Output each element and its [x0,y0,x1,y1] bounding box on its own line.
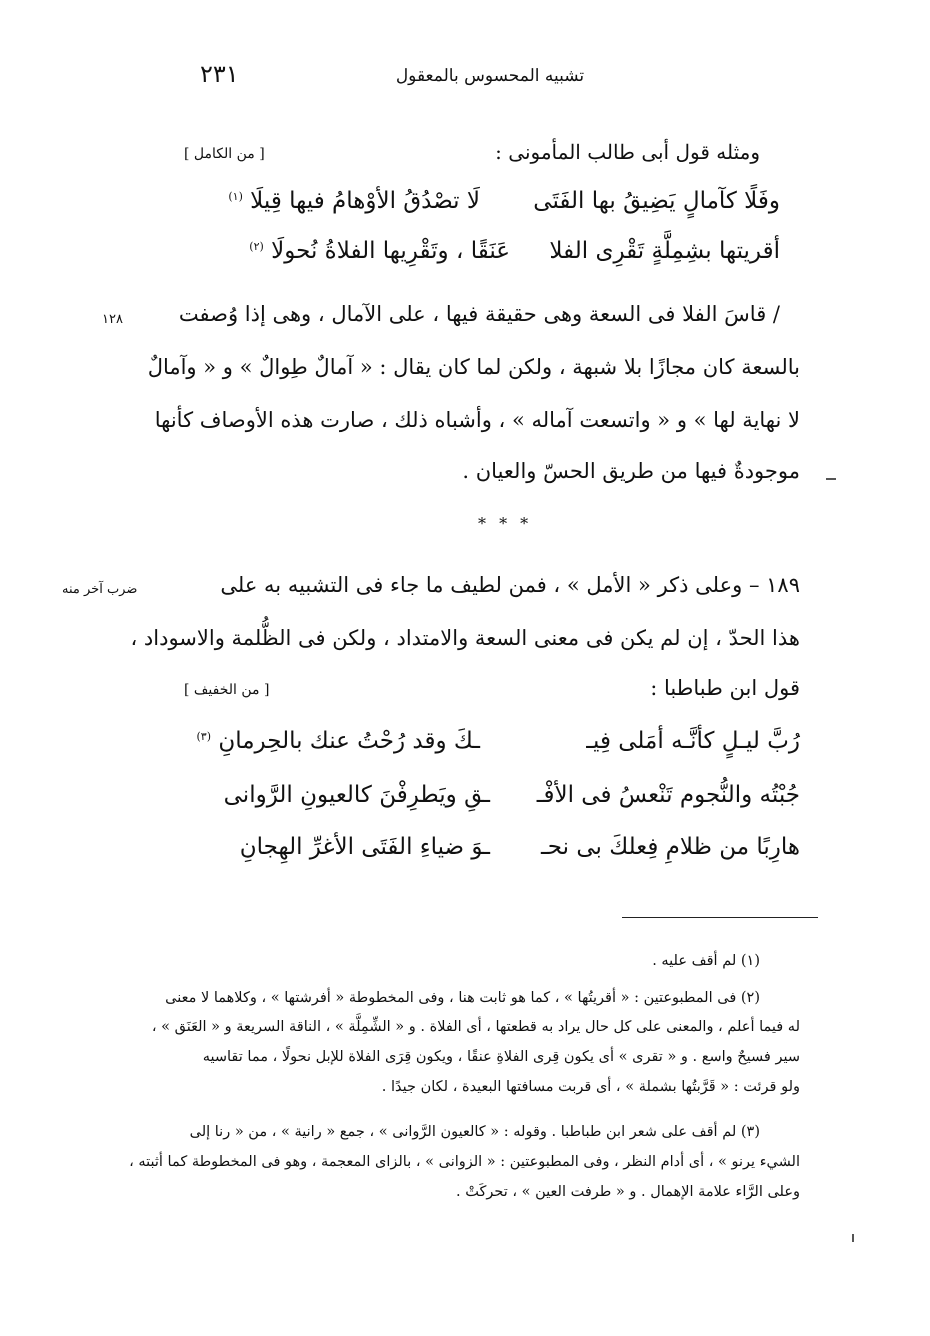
footnote-ref-2: (٢) [249,240,264,253]
paragraph-line-3: لا نهاية لها » و « واتسعت آماله » ، وأشباه ذلك ، صارت هذه الأوصاف كأنها [154,408,800,432]
section2-line-3: قول ابن طباطبا : [650,676,800,700]
verse-1-second-text: لَا تصْدُقُ الأوْهامُ فيها قِيلَا [250,188,480,214]
footnote-2-line-2: له فيما أعلم ، والمعنى على كل حال يراد به قطعتها ، أى الفلاة . و « الشِّمِلَّة » ، الناقة السريعة و « العَنَق » ، [151,1019,800,1035]
verse-4-second-hemistich: ـقِ ويَطرِفْنَ كالعيونِ الرَّوانى [223,782,490,808]
verse-2-second-text: عَنَقًا ، وتَقْرِيها الفلاةُ نُحولَا [271,238,510,264]
verse-2-first-hemistich: أقريتها بشِمِلَّةٍ تَقْرِى الفلا [549,238,780,264]
verse-1-first-hemistich: وفَلًا كآمالٍ يَضِيقُ بها الفَتَى [533,188,780,214]
verse-3-second-text: ـكَ وقد رُحْتُ عنك بالحِرمانِ [218,728,480,754]
verse-2-second-hemistich [249,238,510,264]
scan-mark [826,478,836,480]
poem-intro: ومثله قول أبى طالب المأمونى : [495,140,760,164]
footnote-3-line-3: وعلى الرَّاء علامة الإهمال . و « طرفت العين » ، تحركَتْ . [455,1184,800,1200]
footnote-ref-3: (٣) [196,730,212,743]
paragraph-line-1: / قاسَ الفلا فى السعة وهى حقيقة فيها ، على الآمال ، وهى إذا وُصفت [178,302,780,326]
footnote-2-line-1: (٢) فى المطبوعتين : « أقريتُها » ، كما هو ثابت هنا ، وفى المخطوطة « أفرشتها » ، وكلاهما لا معنى [165,990,760,1006]
footnote-3-line-2: الشيء يرنو » ، أى أدام النظر ، وفى المطبوعتين : « الزوانى » ، بالزاى المعجمة ، وهو فى المخطوطة كما أثبته ، [129,1154,800,1170]
footnote-rule [622,917,818,918]
running-header-title: تشبيه المحسوس بالمعقول [395,66,585,86]
verse-1-second-hemistich [228,188,480,214]
footnote-2-line-4: ولو قرئت : « قَرَّبتُها بشملة » ، أى قربت مسافتها البعيدة ، لكان جيدًا . [381,1079,800,1095]
section2-line-2: هذا الحدّ ، إن لم يكن فى معنى السعة والامتداد ، ولكن فى الظُّلمة والاسوداد ، [130,626,800,650]
page-number: ٢٣١ [200,60,239,88]
paragraph-line-2: بالسعة كان مجازًا بلا شبهة ، ولكن لما كان يقال : « آمالٌ طِوالٌ » و « وآمالٌ [147,355,800,379]
meter-label-2: [ من الخفيف ] [184,682,270,698]
footnote-ref-1: (١) [228,190,243,203]
footnote-2-line-3: سير فسيحٌ واسع . و « تقرى » أى يكون قِرى الفلاةِ عنقًا ، ويكون قِرَى الفلاة للإبل نحولًا ، مما تقاسيه [202,1049,800,1065]
scan-mark [852,1234,854,1242]
section2-line-1: ١٨٩ – وعلى ذكر « الأمل » ، فمن لطيف ما جاء فى التشبيه به على [220,573,800,597]
verse-4-first-hemistich: جُبْتُه والنُّجوم تَنْعسُ فى الأفْـ [536,782,800,808]
margin-page-number: ١٢٨ [102,312,123,327]
section-separator: * * * [478,514,533,533]
verse-3-first-hemistich: رُبَّ ليـلٍ كأنَّـه أمَلى فِيـ [586,728,800,754]
margin-note: ضرب آخر منه [62,582,138,597]
verse-5-first-hemistich: هارِبًا من ظلامِ فِعلكَ بى نحـ [541,834,800,860]
meter-label: [ من الكامل ] [184,146,265,162]
verse-3-second-hemistich [197,728,481,754]
paragraph-line-4: موجودةٌ فيها من طريق الحسّ والعيان . [462,459,800,483]
verse-5-second-hemistich: ـوَ ضياءِ الفَتَى الأغرِّ الهِجانِ [239,834,490,860]
footnote-1: (١) لم أقف عليه . [652,953,760,969]
footnote-3-line-1: (٣) لم أقف على شعر ابن طباطبا . وقوله : « كالعيون الرَّوانى » ، جمع « رانية » ، من « رنا إلى [189,1124,760,1140]
